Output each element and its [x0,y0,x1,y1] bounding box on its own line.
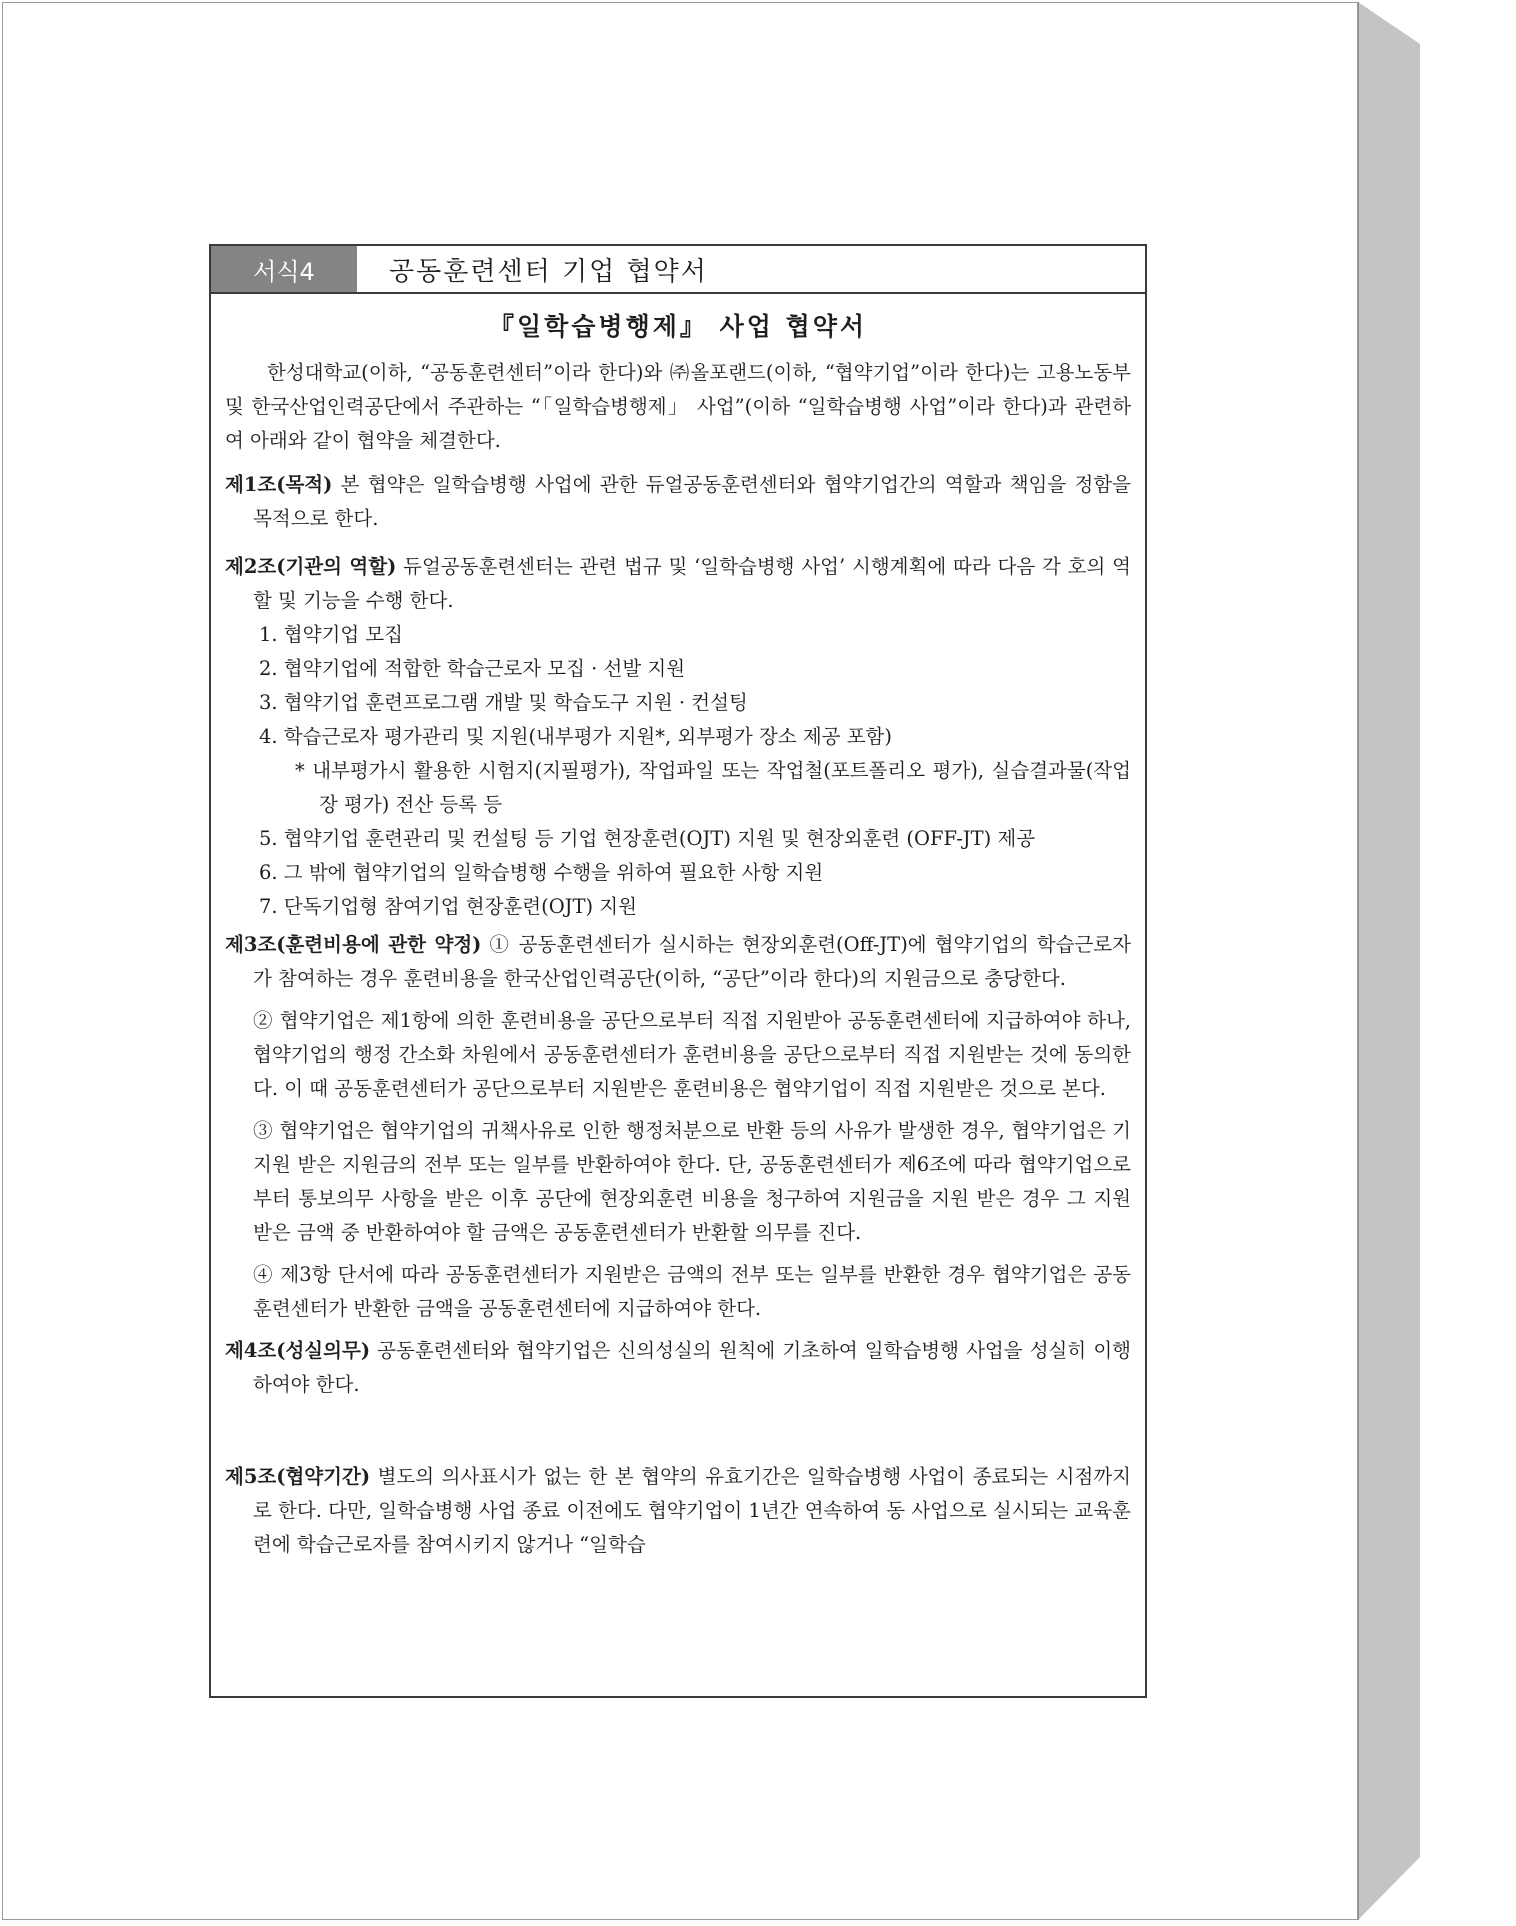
list-item: 3. 협약기업 훈련프로그램 개발 및 학습도구 지원 · 컨설팅 [259,691,748,714]
list-item: 7. 단독기업형 참여기업 현장훈련(OJT) 지원 [259,895,637,918]
document-title: 『일학습병행제』 사업 협약서 [488,312,868,341]
article-3-clause-3: ③ 협약기업은 협약기업의 귀책사유로 인한 행정처분으로 반환 등의 사유가 발생한 경우, 협약기업은 기지원 받은 지원금의 전부 또는 일부를 반환하여야 한다. 단, 공동훈련센터가 제6조에 따라 협약기업으로부터 통보의무 사항을 받은 이후 공단에 현장외훈련 비용을 청구하여 지원금을 지원 받은 경우 그 지원 받은 금액 중 반환하여야 할 금액은 공동훈련센터가 반환할 의무를 진다. [253,1119,1131,1244]
list-item: 5. 협약기업 훈련관리 및 컨설팅 등 기업 현장훈련(OJT) 지원 및 현장외훈련 (OFF-JT) 제공 [259,827,1036,850]
page-edge-line [1358,2,1359,1920]
document-body [225,304,1131,1562]
article-4-heading: 제4조(성실의무) [225,1339,371,1362]
form-number-label: 서식4 [211,246,357,292]
list-note: * 내부평가시 활용한 시험지(지필평가), 작업파일 또는 작업철(포트폴리오 평가), 실습결과물(작업장 평가) 전산 등록 등 [295,759,1131,816]
article-1 [225,468,1131,536]
article-2-text: 듀얼공동훈련센터는 관련 법규 및 ‘일학습병행 사업’ 시행계획에 따라 다음 각 호의 역할 및 기능을 수행 한다. [253,555,1131,612]
form-title: 공동훈련센터 기업 협약서 [389,256,708,287]
article-5-heading: 제5조(협약기간) [225,1465,371,1488]
article-4 [225,1334,1131,1402]
page-stack-edge [1358,2,1420,1920]
article-2 [225,550,1131,618]
article-3-text: ① 공동훈련센터가 실시하는 현장외훈련(Off-JT)에 협약기업의 학습근로자가 참여하는 경우 훈련비용을 한국산업인력공단(이하, “공단”이라 한다)의 지원금으로 충당한다. [253,933,1131,990]
article-3-heading: 제3조(훈련비용에 관한 약정) [225,933,482,956]
article-3-clause-4: ④ 제3항 단서에 따라 공동훈련센터가 지원받은 금액의 전부 또는 일부를 반환한 경우 협약기업은 공동훈련센터가 반환한 금액을 공동훈련센터에 지급하여야 한다. [253,1263,1131,1320]
list-item: 4. 학습근로자 평가관리 및 지원(내부평가 지원*, 외부평가 장소 제공 포함) [259,725,892,748]
article-2-list [225,618,1131,924]
list-item: 2. 협약기업에 적합한 학습근로자 모집 · 선발 지원 [259,657,686,680]
article-3 [225,928,1131,996]
form-title-bar [211,246,1145,294]
list-item: 1. 협약기업 모집 [259,623,404,646]
article-2-heading: 제2조(기관의 역할) [225,555,397,578]
article-1-text: 본 협약은 일학습병행 사업에 관한 듀얼공동훈련센터와 협약기업간의 역할과 책임을 정함을 목적으로 한다. [253,473,1131,530]
article-1-heading: 제1조(목적) [225,473,333,496]
intro-paragraph: 한성대학교(이하, “공동훈련센터”이라 한다)와 ㈜올포랜드(이하, “협약기업”이라 한다)는 고용노동부 및 한국산업인력공단에서 주관하는 “「일학습병행제」 사업”(이하 “일학습병행 사업”이라 한다)과 관련하여 아래와 같이 협약을 체결한다. [225,361,1131,452]
list-item: 6. 그 밖에 협약기업의 일학습병행 수행을 위하여 필요한 사항 지원 [259,861,824,884]
article-5-text: 별도의 의사표시가 없는 한 본 협약의 유효기간은 일학습병행 사업이 종료되는 시점까지로 한다. 다만, 일학습병행 사업 종료 이전에도 협약기업이 1년간 연속하여 동 사업으로 실시되는 교육훈련에 학습근로자를 참여시키지 않거나 “일학습 [253,1465,1131,1556]
article-5 [225,1460,1131,1562]
article-3-clause-2: ② 협약기업은 제1항에 의한 훈련비용을 공단으로부터 직접 지원받아 공동훈련센터에 지급하여야 하나, 협약기업의 행정 간소화 차원에서 공동훈련센터가 훈련비용을 공단으로부터 직접 지원받는 것에 동의한다. 이 때 공동훈련센터가 공단으로부터 지원받은 훈련비용은 협약기업이 직접 지원받은 것으로 본다. [253,1009,1131,1100]
article-4-text: 공동훈련센터와 협약기업은 신의성실의 원칙에 기초하여 일학습병행 사업을 성실히 이행하여야 한다. [253,1339,1131,1396]
form-frame [209,244,1147,1698]
